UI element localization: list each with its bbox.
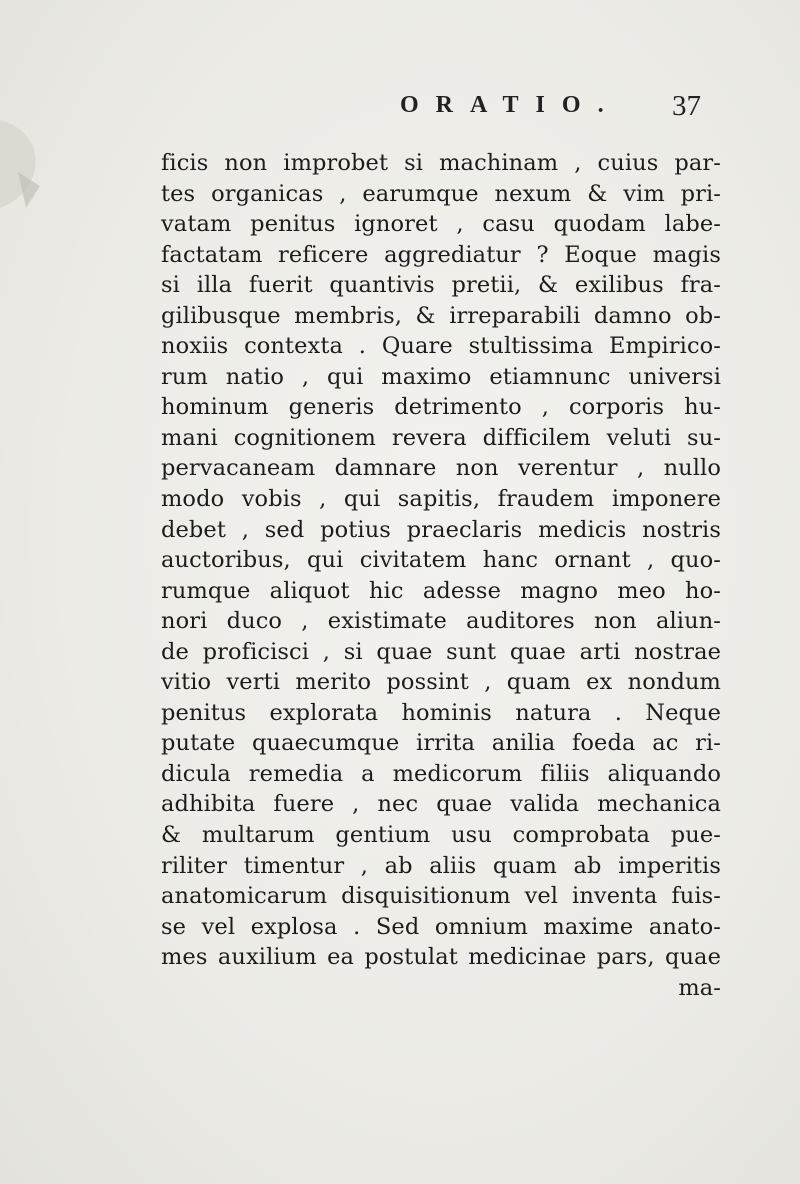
text-line: vitio verti merito possint , quam ex nondum [161,669,721,696]
text-line: riliter timentur , ab aliis quam ab imperitis [161,852,721,879]
text-line: modo vobis , qui sapitis, fraudem imponere [161,486,721,513]
text-line: vatam penitus ignoret , casu quodam labe- [161,211,721,238]
text-line: debet , sed potius praeclaris medicis nostris [161,516,721,543]
catchword: ma- [678,974,721,1001]
page-header [0,92,800,132]
text-line: anatomicarum disquisitionum vel inventa fuis- [161,883,721,910]
text-line: ficis non improbet si machinam , cuius par- [161,150,721,176]
text-line: si illa fuerit quantivis pretii, & exilibus fra- [161,272,721,299]
text-line: mani cognitionem revera difficilem veluti su- [161,424,721,451]
text-line: mes auxilium ea postulat medicinae pars, quae [161,944,721,971]
text-line: adhibita fuere , nec quae valida mechanica [161,791,721,818]
text-line: auctoribus, qui civitatem hanc ornant , quo- [161,547,721,574]
text-line: noxiis contexta . Quare stultissima Empirico- [161,333,721,360]
page-number: 37 [672,90,701,122]
text-line: de proficisci , si quae sunt quae arti nostrae [161,638,721,665]
text-line: rum natio , qui maximo etiamnunc universi [161,363,721,390]
running-head: ORATIO. [400,92,621,118]
text-line: se vel explosa . Sed omnium maxime anato- [161,913,721,940]
text-line: dicula remedia a medicorum filiis aliquando [161,760,721,787]
text-line: & multarum gentium usu comprobata pue- [161,822,721,849]
text-line: putate quaecumque irrita anilia foeda ac ri- [161,730,721,757]
text-line: nori duco , existimate auditores non aliun- [161,608,721,635]
text-line: gilibusque membris, & irreparabili damno ob- [161,302,721,329]
text-line: penitus explorata hominis natura . Neque [161,699,721,726]
text-line: pervacaneam damnare non verentur , nullo [161,455,721,482]
text-line: tes organicas , earumque nexum & vim pri- [161,180,721,207]
text-line: factatam reficere aggrediatur ? Eoque magis [161,241,721,268]
text-line: hominum generis detrimento , corporis hu- [161,394,721,421]
text-line: rumque aliquot hic adesse magno meo ho- [161,577,721,604]
body-text [161,148,721,1003]
